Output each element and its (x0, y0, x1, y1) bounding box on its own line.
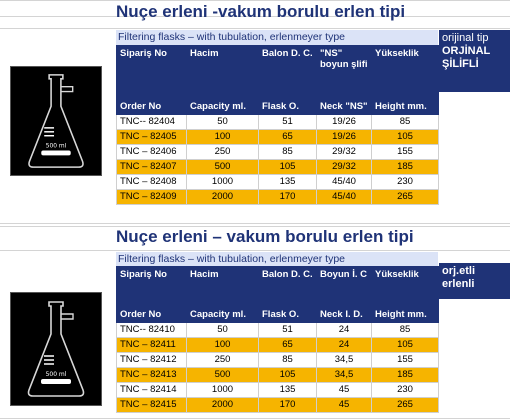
table-row (117, 398, 439, 413)
table-cell: 45/40 (317, 175, 372, 190)
side-header-line: orj.etli (442, 265, 476, 277)
table-header-row-tr (117, 267, 439, 307)
filter-flask-icon (11, 67, 101, 175)
table-cell: 100 (187, 130, 259, 145)
table-row (117, 160, 439, 175)
column-header: Yükseklik (372, 46, 439, 99)
side-header-line: orijinal tip (442, 32, 489, 44)
table-row (117, 175, 439, 190)
side-header-line: ORJİNAL (442, 45, 491, 57)
column-header: "NS" boyun şlifi (317, 46, 372, 99)
column-header: Neck I. D. (317, 307, 372, 323)
table-cell: 250 (187, 353, 259, 368)
table-cell: 34,5 (317, 368, 372, 383)
table-cell: 230 (372, 175, 439, 190)
side-header-line: ŞİLİFLİ (442, 58, 479, 70)
table-cell: 105 (259, 368, 317, 383)
table-row (117, 145, 439, 160)
column-header: Height mm. (372, 307, 439, 323)
column-header: Yükseklik (372, 267, 439, 307)
column-header: Balon D. C. (259, 267, 317, 307)
column-header: Height mm. (372, 99, 439, 115)
table-cell: TNC – 82407 (117, 160, 187, 175)
side-header-line: erlenli (442, 278, 475, 290)
table-row (117, 368, 439, 383)
table-cell: 230 (372, 383, 439, 398)
table-cell: 24 (317, 338, 372, 353)
column-header: Flask O. (259, 307, 317, 323)
table-cell: 185 (372, 160, 439, 175)
table-cell: TNC – 82409 (117, 190, 187, 205)
table-cell: 105 (259, 160, 317, 175)
table-cell: 135 (259, 175, 317, 190)
table-cell: 1000 (187, 175, 259, 190)
table-cell: 19/26 (317, 130, 372, 145)
gridline (0, 28, 510, 29)
table-cell: 50 (187, 115, 259, 130)
section-subtitle: Filtering flasks – with tubulation, erlenmeyer type (116, 252, 438, 267)
column-header: Boyun İ. C (317, 267, 372, 307)
column-header: Balon D. C. (259, 46, 317, 99)
table-cell: 105 (372, 130, 439, 145)
table-row (117, 130, 439, 145)
table-cell: 29/32 (317, 145, 372, 160)
photo-volume-label: 500 ml (45, 371, 67, 378)
gridline (0, 0, 510, 1)
table-cell: 2000 (187, 398, 259, 413)
table-cell: 135 (259, 383, 317, 398)
table-cell: 105 (372, 338, 439, 353)
table-cell: 85 (259, 353, 317, 368)
column-header: Sipariş No (117, 267, 187, 307)
table-cell: 155 (372, 353, 439, 368)
table-row (117, 323, 439, 338)
table-cell: 24 (317, 323, 372, 338)
table-header-row-en (117, 307, 439, 323)
photo-volume-label: 500 ml (45, 143, 67, 150)
table-cell: TNC – 82414 (117, 383, 187, 398)
table-cell: 51 (259, 115, 317, 130)
filter-flask-icon (11, 293, 101, 405)
table-cell: 500 (187, 160, 259, 175)
table-cell: 45/40 (317, 190, 372, 205)
table-cell: 100 (187, 338, 259, 353)
side-header (439, 30, 510, 92)
table-cell: 65 (259, 130, 317, 145)
table-header-row-tr (117, 46, 439, 99)
column-header: Neck "NS" (317, 99, 372, 115)
section-subtitle: Filtering flasks – with tubulation, erlenmeyer type (116, 30, 438, 45)
table-cell: 85 (259, 145, 317, 160)
table-cell: TNC – 82406 (117, 145, 187, 160)
table-cell: 34,5 (317, 353, 372, 368)
section-title: Nuçe erleni – vakum borulu erlen tipi (116, 227, 414, 246)
column-header: Capacity ml. (187, 307, 259, 323)
table-cell: 170 (259, 398, 317, 413)
product-photo (10, 292, 102, 406)
column-header: Hacim (187, 267, 259, 307)
table-cell: 85 (372, 115, 439, 130)
table-cell: TNC – 82405 (117, 130, 187, 145)
table-cell: 265 (372, 398, 439, 413)
table-cell: 29/32 (317, 160, 372, 175)
spec-table (116, 266, 439, 413)
column-header: Sipariş No (117, 46, 187, 99)
column-header: Order No (117, 307, 187, 323)
table-cell: 19/26 (317, 115, 372, 130)
table-row (117, 338, 439, 353)
table-cell: 155 (372, 145, 439, 160)
spec-table (116, 45, 439, 205)
column-header: Order No (117, 99, 187, 115)
table-row (117, 190, 439, 205)
table-cell: 45 (317, 383, 372, 398)
table-cell: TNC – 82415 (117, 398, 187, 413)
table-cell: 45 (317, 398, 372, 413)
table-cell: 185 (372, 368, 439, 383)
table-cell: TNC – 82412 (117, 353, 187, 368)
table-cell: 500 (187, 368, 259, 383)
table-header-row-en (117, 99, 439, 115)
column-header: Flask O. (259, 99, 317, 115)
product-photo (10, 66, 102, 176)
table-cell: 85 (372, 323, 439, 338)
section-title: Nuçe erleni -vakum borulu erlen tipi (116, 2, 406, 21)
column-header: Hacim (187, 46, 259, 99)
table-cell: TNC – 82411 (117, 338, 187, 353)
table-cell: 1000 (187, 383, 259, 398)
table-cell: 65 (259, 338, 317, 353)
table-row (117, 383, 439, 398)
table-cell: 265 (372, 190, 439, 205)
table-cell: TNC – 82408 (117, 175, 187, 190)
table-cell: TNC – 82413 (117, 368, 187, 383)
column-header: Capacity ml. (187, 99, 259, 115)
table-row (117, 353, 439, 368)
side-header (439, 263, 510, 299)
table-cell: 250 (187, 145, 259, 160)
gridline (0, 223, 510, 224)
table-cell: TNC-- 82404 (117, 115, 187, 130)
gridline (0, 250, 510, 251)
table-row (117, 115, 439, 130)
table-cell: 50 (187, 323, 259, 338)
table-cell: TNC-- 82410 (117, 323, 187, 338)
table-cell: 2000 (187, 190, 259, 205)
table-cell: 170 (259, 190, 317, 205)
table-cell: 51 (259, 323, 317, 338)
